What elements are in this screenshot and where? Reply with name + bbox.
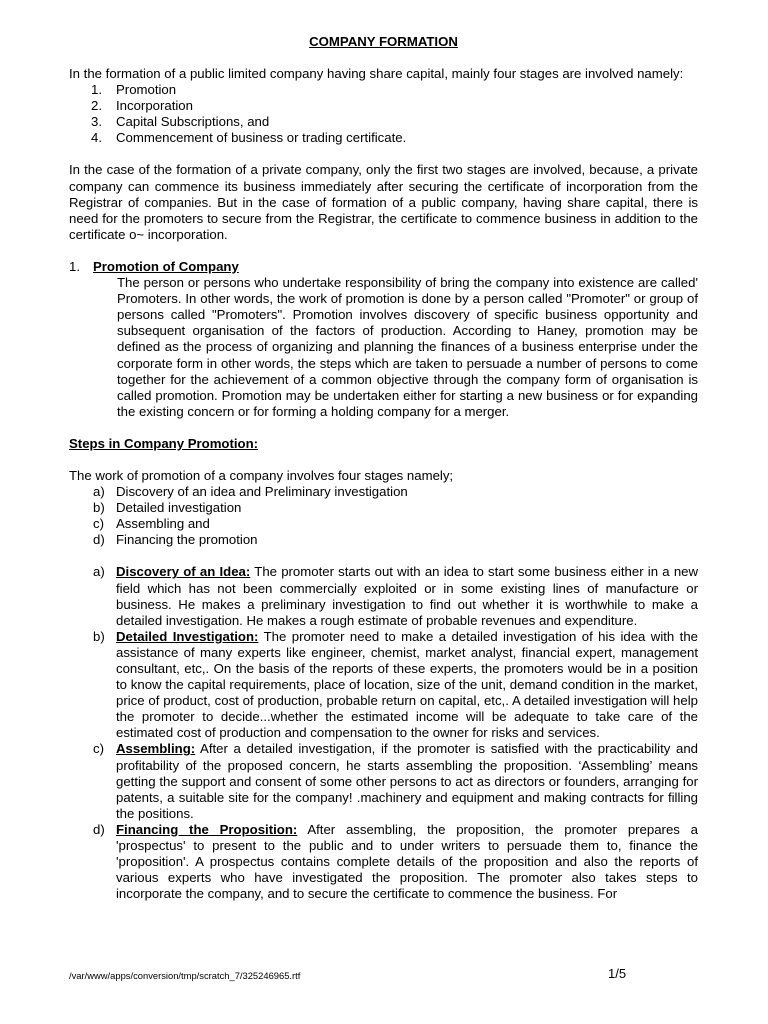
list-item: a) Discovery of an Idea: The promoter starts out with an idea to start some business either in a new field which has not been commercially exploited or in some existing lines of manufacture or business. He makes a preliminary investigation to find out whether it is worthwhile to make a detailed investigation. He makes a rough estimate of probable revenues and expenditure. xyxy=(93,564,699,628)
page-number: 1/5 xyxy=(608,966,627,981)
list-item: b) Detailed investigation xyxy=(93,500,242,516)
section-heading-promotion: 1. Promotion of Company xyxy=(69,258,239,274)
intro-paragraph: In the formation of a public limited company having share capital, mainly four stages are involved namely: xyxy=(69,66,684,81)
steps-detail-list xyxy=(69,564,698,902)
footer-file-path: /var/www/apps/conversion/tmp/scratch_7/325246965.rtf xyxy=(69,970,301,981)
list-item: a) Discovery of an idea and Preliminary investigation xyxy=(93,484,408,500)
steps-intro: The work of promotion of a company involves four stages namely; xyxy=(69,467,454,483)
list-item: 3. Capital Subscriptions, and xyxy=(91,114,270,130)
steps-heading: Steps in Company Promotion: xyxy=(69,435,259,451)
steps-list xyxy=(69,484,698,548)
list-item: c) Assembling and xyxy=(93,516,210,532)
list-item: b) Detailed Investigation: The promoter need to make a detailed investigation of his idea with the assistance of many experts like engineer, chemist, market analyst, financial expert, management consultant, etc,. On the basis of the reports of these experts, the promoters would be in a position to know the capital requirements, place of location, size of the unit, demand condition in the market, price of product, cost of production, probable return on capital, etc,. A detailed investigation will help the promoter to decide...whether the estimated income will be adequate to take care of the estimated cost of production and compensation to the owner for risks and services. xyxy=(93,628,698,741)
list-item: 4. Commencement of business or trading certificate. xyxy=(91,130,407,146)
page-title: COMPANY FORMATION xyxy=(309,34,458,49)
list-item: d) Financing the promotion xyxy=(93,532,258,548)
stages-list xyxy=(69,82,698,146)
list-item: d) Financing the Proposition: After assembling, the proposition, the promoter prepares a 'prospectus' to present to the public and to under writers to persuade them to, finance the 'proposition'. A prospectus contains complete details of the proposition and also the reports of various experts who have investigated the proposition. The promoter also takes steps to incorporate the company, and to secure the certificate to commence the business. For xyxy=(93,821,698,902)
list-item: 2. Incorporation xyxy=(91,98,193,114)
document-page xyxy=(69,34,698,902)
list-item: c) Assembling: After a detailed investigation, if the promoter is satisfied with the practicability and profitability of the proposed concern, he starts assembling the proposition. ‘Assembling’ means getting the support and consent of some other persons to act as directors or founders, arranging for patents, a suitable site for the company! .machinery and equipment and making contracts for filling the positions. xyxy=(93,741,698,821)
private-company-paragraph: In the case of the formation of a private company, only the first two stages are involved, because, a private company can commence its business immediately after securing the certificate of incorporation from the Registrar of companies. But in the case of formation of a public company, having share capital, there is need for the promoters to secure from the Registrar, the certificate to commence business in addition to the certificate o~ incorporation. xyxy=(69,162,698,242)
promotion-paragraph: The person or persons who undertake responsibility of bring the company into existence are called' Promoters. In other words, the work of promotion is done by a person called "Promoter" or group of persons called "Promoters". Promotion involves discovery of specific business opportunity and subsequent organisation of the factors of production. According to Haney, promotion may be defined as the process of organizing and planning the finances of a business enterprise under the corporate form in other words, the steps which are taken to persuade a number of persons to come together for the achievement of a common objective through the company form of organisation is called promotion. Promotion may be undertaken either for starting a new business or for expanding the existing concern or for forming a holding company for a merger. xyxy=(117,275,698,419)
list-item: 1. Promotion xyxy=(91,82,177,98)
